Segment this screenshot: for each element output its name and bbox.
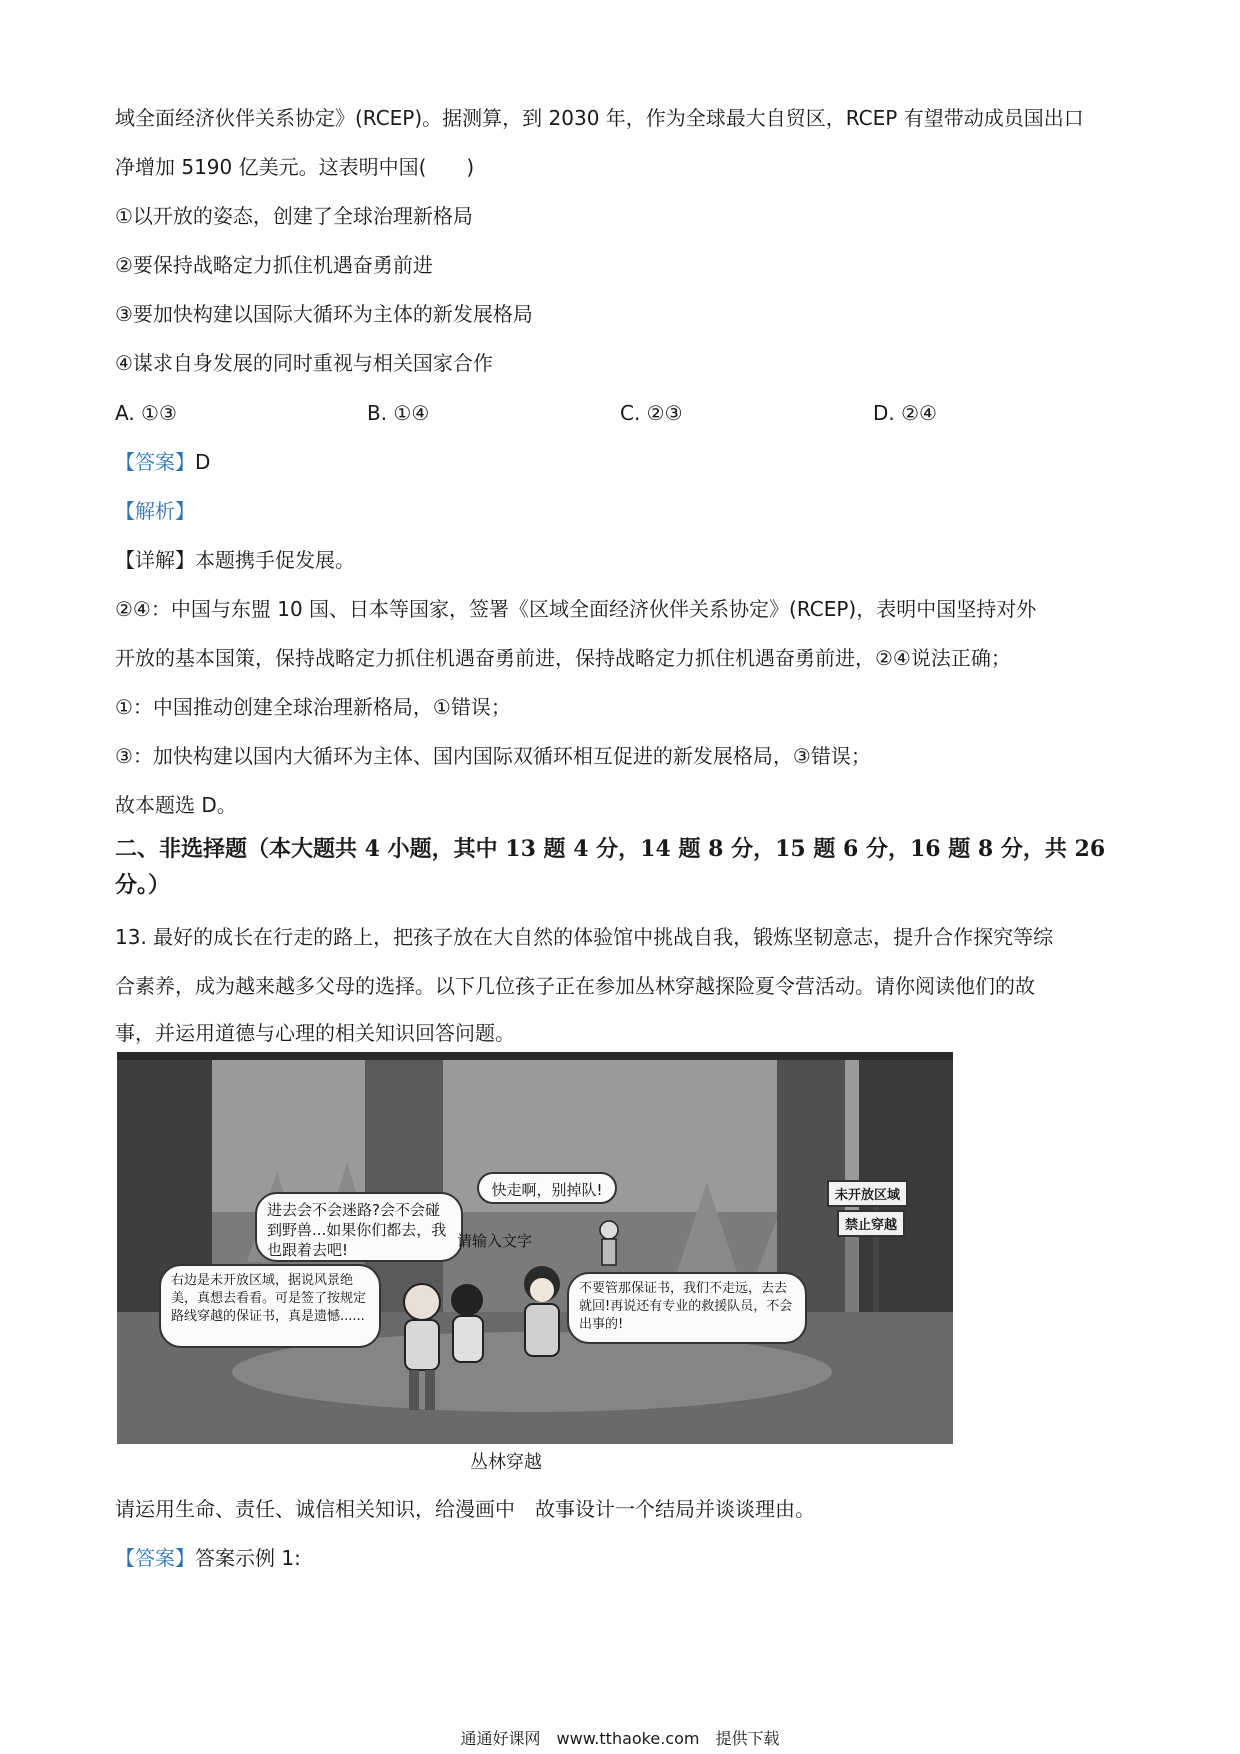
detail-line: 【详解】本题携手促发展。 bbox=[115, 548, 355, 572]
explain-line3: ①：中国推动创建全球治理新格局，①错误； bbox=[115, 695, 511, 719]
q13-answer-tag: 【答案】 bbox=[115, 1546, 195, 1570]
child-middle bbox=[451, 1284, 483, 1362]
option-d: D. ②④ bbox=[873, 401, 937, 425]
child-right bbox=[524, 1266, 560, 1356]
explain-line4: ③：加快构建以国内大循环为主体、国内国际双循环相互促进的新发展格局，③错误； bbox=[115, 744, 871, 768]
page-footer: 通通好课网 www.tthaoke.com 提供下载 bbox=[460, 1729, 780, 1748]
q13-prompt: 请运用生命、责任、诚信相关知识，给漫画中 故事设计一个结局并谈谈理由。 bbox=[115, 1497, 815, 1521]
child-left bbox=[404, 1284, 440, 1410]
explain-line2: 开放的基本国策，保持战略定力抓住机遇奋勇前进，保持战略定力抓住机遇奋勇前进，②④说法正确； bbox=[115, 646, 1011, 670]
children-figures bbox=[117, 1052, 953, 1444]
option-c: C. ②③ bbox=[620, 401, 683, 425]
q13-stem-line2: 合素养，成为越来越多父母的选择。以下几位孩子正在参加丛林穿越探险夏令营活动。请你阅读他们的故 bbox=[115, 974, 1035, 998]
speech-bubble-worried: 进去会不会迷路?会不会碰到野兽...如果你们都去，我也跟着去吧! bbox=[255, 1192, 463, 1262]
sign-no-crossing: 禁止穿越 bbox=[837, 1210, 905, 1237]
q12-item-4: ④谋求自身发展的同时重视与相关国家合作 bbox=[115, 351, 493, 375]
q12-stem-line1: 域全面经济伙伴关系协定》(RCEP)。据测算，到 2030 年，作为全球最大自贸区，RCEP 有望带动成员国出口 bbox=[115, 106, 1084, 130]
speech-bubble-persuade: 不要管那保证书，我们不走远，去去就回!再说还有专业的救援队员，不会出事的! bbox=[567, 1272, 807, 1344]
q12-item-1: ①以开放的姿态，创建了全球治理新格局 bbox=[115, 204, 473, 228]
child-far bbox=[600, 1221, 618, 1265]
answer-value: D bbox=[195, 450, 211, 474]
comic-caption: 丛林穿越 bbox=[470, 1452, 542, 1473]
q12-stem-line2: 净增加 5190 亿美元。这表明中国( ) bbox=[115, 155, 475, 179]
speech-bubble-regret: 右边是未开放区域，据说风景绝美，真想去看看。可是签了按规定路线穿越的保证书，真是遗憾...... bbox=[159, 1264, 381, 1348]
sign-restricted-area: 未开放区域 bbox=[827, 1180, 908, 1207]
conclusion: 故本题选 D。 bbox=[115, 793, 237, 817]
q13-answer-text: 答案示例 1: bbox=[195, 1546, 301, 1570]
placeholder-text: 请输入文字 bbox=[457, 1232, 533, 1250]
q13-stem-line3: 事，并运用道德与心理的相关知识回答问题。 bbox=[115, 1021, 515, 1045]
answer-tag: 【答案】 bbox=[115, 450, 195, 474]
q13-answer bbox=[115, 1545, 301, 1571]
section-heading-line1: 二、非选择题（本大题共 4 小题，其中 13 题 4 分，14 题 8 分，15 题 6 分，16 题 8 分，共 26 bbox=[115, 836, 1106, 862]
q12-answer bbox=[115, 449, 210, 475]
option-b: B. ①④ bbox=[367, 401, 430, 425]
explain-line1: ②④：中国与东盟 10 国、日本等国家，签署《区域全面经济伙伴关系协定》(RCEP)，表明中国坚持对外 bbox=[115, 597, 1037, 621]
analysis-tag: 【解析】 bbox=[115, 499, 195, 523]
comic-jungle-crossing bbox=[117, 1052, 953, 1444]
q12-item-3: ③要加快构建以国际大循环为主体的新发展格局 bbox=[115, 302, 533, 326]
q12-item-2: ②要保持战略定力抓住机遇奋勇前进 bbox=[115, 253, 433, 277]
q13-stem-line1: 13. 最好的成长在行走的路上，把孩子放在大自然的体验馆中挑战自我，锻炼坚韧意志，提升合作探究等综 bbox=[115, 925, 1054, 949]
speech-bubble-hurry: 快走啊，别掉队! bbox=[477, 1172, 617, 1204]
option-a: A. ①③ bbox=[115, 401, 177, 425]
section-heading-line2: 分。） bbox=[115, 872, 171, 898]
